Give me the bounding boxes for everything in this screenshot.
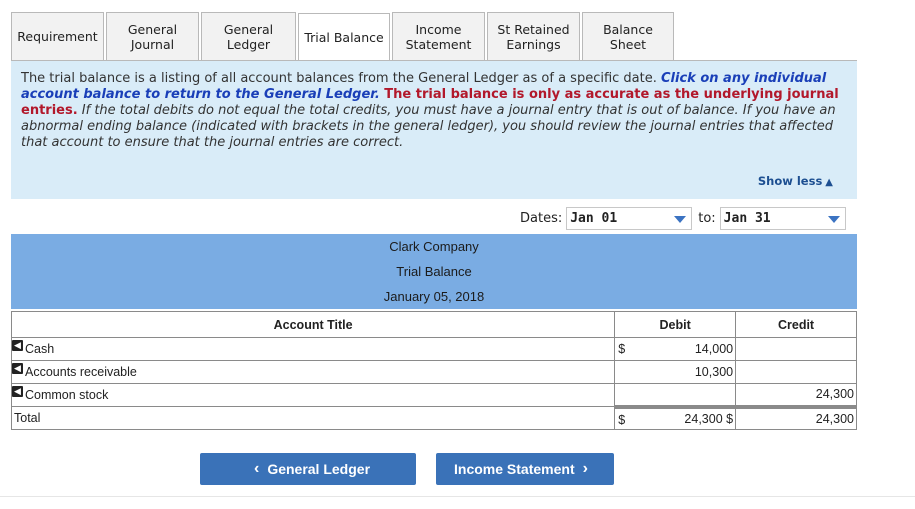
table-row[interactable]: [12, 384, 857, 407]
table-row[interactable]: [12, 361, 857, 384]
debit-cell: [615, 384, 736, 407]
total-debit-cell: [615, 407, 736, 430]
instructions-warning: The trial balance is only as accurate as the underlying journal entries.: [21, 87, 839, 118]
table-header-row: [12, 312, 857, 338]
instructions-panel: [11, 60, 857, 199]
triangle-up-icon: ▲: [825, 177, 833, 188]
total-credit-value: 24,300: [815, 411, 854, 426]
tab-general-ledger[interactable]: General Ledger: [201, 12, 296, 60]
account-cell[interactable]: [12, 338, 615, 361]
account-cell[interactable]: [12, 384, 615, 407]
date-from-select[interactable]: [566, 207, 692, 230]
trial-balance-table: [11, 311, 857, 430]
chevron-down-icon: [828, 216, 840, 223]
account-name: Cash: [25, 342, 55, 356]
total-credit-cell: [736, 407, 857, 430]
currency-sign: $: [618, 342, 626, 356]
footer-divider: [0, 496, 915, 497]
date-from-value: Jan 01: [570, 210, 618, 226]
dates-label: Dates:: [520, 210, 563, 226]
next-button-label: Income Statement: [454, 461, 575, 477]
chevron-right-icon: ›: [582, 460, 588, 477]
tab-trial-balance[interactable]: Trial Balance: [298, 13, 390, 61]
instructions-detail: If the total debits do not equal the total credits, you must have a journal entry that is out of balance. If you have an abnormal ending balance (indicated with brackets in the general ledger), you should review the journal entries that affected that account to ensure that the journal entries are correct.: [21, 103, 836, 150]
account-cell[interactable]: [12, 361, 615, 384]
total-row: [12, 407, 857, 430]
tab-general-journal[interactable]: General Journal: [106, 12, 199, 60]
date-range: [520, 206, 846, 230]
tab-bar: [11, 12, 676, 60]
debit-cell: [615, 361, 736, 384]
tab-balance-sheet[interactable]: Balance Sheet: [582, 12, 674, 60]
total-label: Total: [14, 411, 41, 425]
currency-sign: $: [726, 411, 734, 426]
back-arrow-icon[interactable]: ◀: [12, 386, 23, 397]
tab-st-retained-earnings[interactable]: St Retained Earnings: [487, 12, 580, 60]
company-name: Clark Company: [389, 239, 479, 254]
date-to-value: Jan 31: [723, 210, 771, 226]
total-debit-value: 24,300: [684, 411, 723, 426]
credit-value: 24,300: [815, 387, 854, 402]
debit-value: 10,300: [694, 365, 734, 379]
report-title: Trial Balance: [396, 264, 472, 279]
report-date: January 05, 2018: [383, 289, 485, 304]
credit-cell: [736, 338, 857, 361]
prev-button-label: General Ledger: [267, 461, 371, 477]
dates-to-label: to:: [698, 210, 716, 226]
date-to-select[interactable]: [720, 207, 846, 230]
show-less-toggle[interactable]: [758, 173, 833, 191]
instructions-link-text: Click on any individual account balance to return to the General Ledger.: [21, 71, 827, 102]
tab-income-statement[interactable]: Income Statement: [392, 12, 485, 60]
header-account-title: Account Title: [12, 312, 615, 338]
account-name: Common stock: [25, 388, 109, 402]
table-row[interactable]: [12, 338, 857, 361]
next-income-statement-button[interactable]: [436, 453, 614, 485]
total-label-cell: [12, 407, 615, 430]
credit-cell: [736, 384, 857, 407]
back-arrow-icon[interactable]: ◀: [12, 363, 23, 374]
instructions-text: The trial balance is a listing of all account balances from the General Ledger as of a specific date.: [21, 71, 661, 86]
prev-general-ledger-button[interactable]: [200, 453, 416, 485]
chevron-down-icon: [674, 216, 686, 223]
currency-sign: $: [618, 412, 626, 427]
debit-cell: [615, 338, 736, 361]
header-credit: Credit: [736, 312, 857, 338]
account-name: Accounts receivable: [25, 365, 137, 379]
debit-value: 14,000: [694, 342, 734, 356]
chevron-left-icon: ‹: [253, 460, 260, 477]
tab-requirement[interactable]: Requirement: [11, 12, 104, 60]
credit-cell: [736, 361, 857, 384]
back-arrow-icon[interactable]: ◀: [12, 340, 23, 351]
header-debit: Debit: [615, 312, 736, 338]
report-header: [11, 234, 857, 309]
show-less-label: Show less: [757, 174, 823, 188]
